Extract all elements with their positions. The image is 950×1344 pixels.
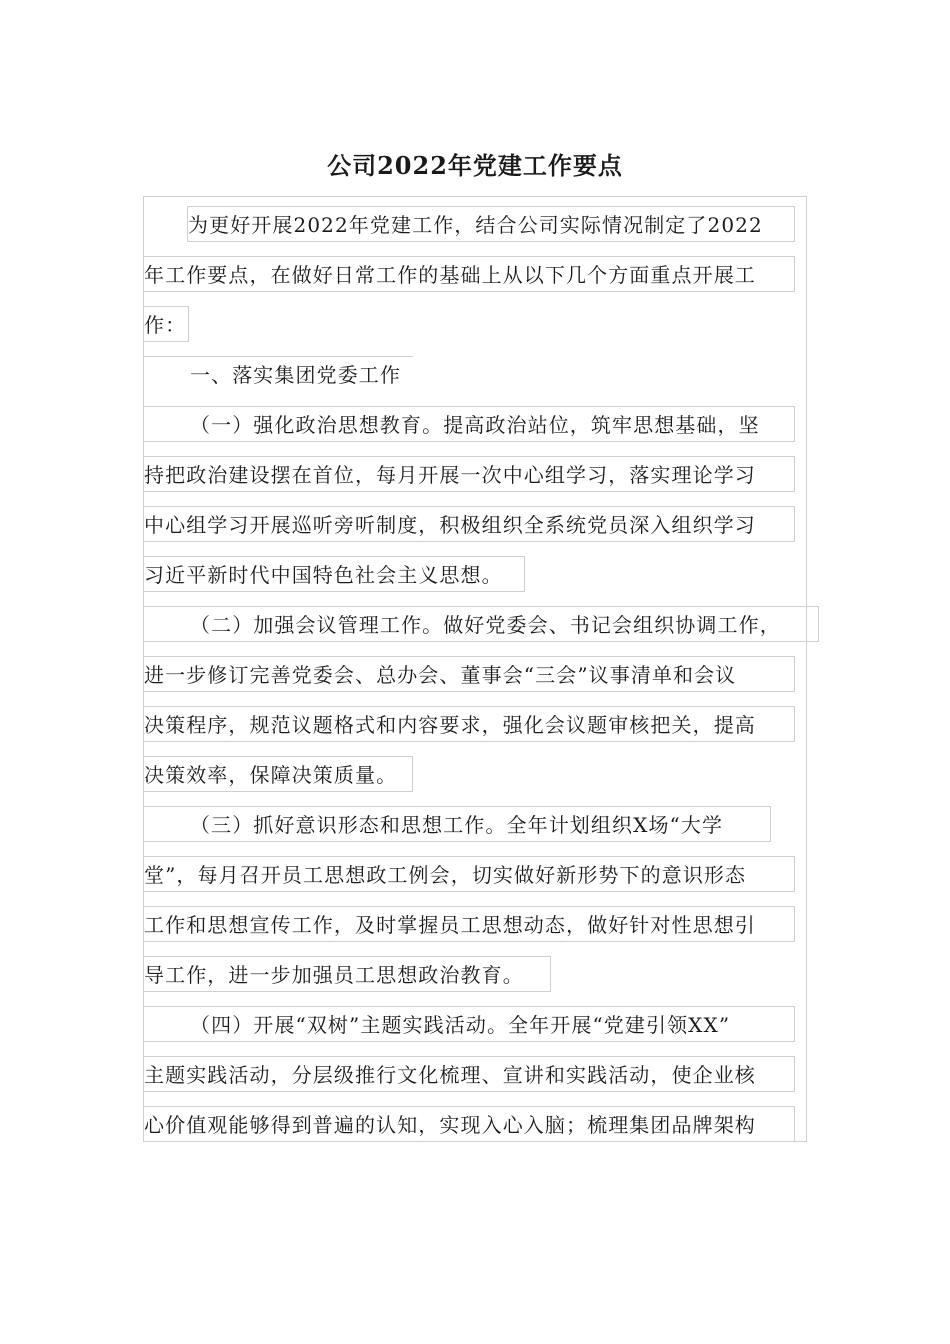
body-line: 心价值观能够得到普遍的认知，实现入心入脑；梳理集团品牌架构 — [143, 1106, 795, 1142]
section-heading: 一、落实集团党委工作 — [143, 356, 413, 392]
body-line: 决策效率，保障决策质量。 — [143, 756, 413, 792]
body-line: 中心组学习开展巡听旁听制度，积极组织全系统党员深入组织学习 — [143, 506, 795, 542]
body-line: 工作和思想宣传工作，及时掌握员工思想动态，做好针对性思想引 — [143, 906, 795, 942]
body-line: 进一步修订完善党委会、总办会、董事会“三会”议事清单和会议 — [143, 656, 795, 692]
body-line: 导工作，进一步加强员工思想政治教育。 — [143, 956, 551, 992]
body-line: 为更好开展2022年党建工作，结合公司实际情况制定了2022 — [187, 206, 795, 242]
body-line: 持把政治建设摆在首位，每月开展一次中心组学习，落实理论学习 — [143, 456, 795, 492]
body-line: （二）加强会议管理工作。做好党委会、书记会组织协调工作， — [143, 606, 819, 642]
body-line: （三）抓好意识形态和思想工作。全年计划组织X场“大学 — [143, 806, 771, 842]
body-line: 年工作要点，在做好日常工作的基础上从以下几个方面重点开展工 — [143, 256, 795, 292]
body-line: 主题实践活动，分层级推行文化梳理、宣讲和实践活动，使企业核 — [143, 1056, 795, 1092]
body-line: 决策程序，规范议题格式和内容要求，强化会议题审核把关，提高 — [143, 706, 795, 742]
body-line: 习近平新时代中国特色社会主义思想。 — [143, 556, 525, 592]
body-line: （四）开展“双树”主题实践活动。全年开展“党建引领XX” — [143, 1006, 795, 1042]
body-line: 堂”，每月召开员工思想政工例会，切实做好新形势下的意识形态 — [143, 856, 795, 892]
document-title: 公司2022年党建工作要点 — [327, 151, 623, 180]
body-line: （一）强化政治思想教育。提高政治站位，筑牢思想基础，坚 — [143, 406, 795, 442]
body-line: 作： — [143, 306, 189, 342]
